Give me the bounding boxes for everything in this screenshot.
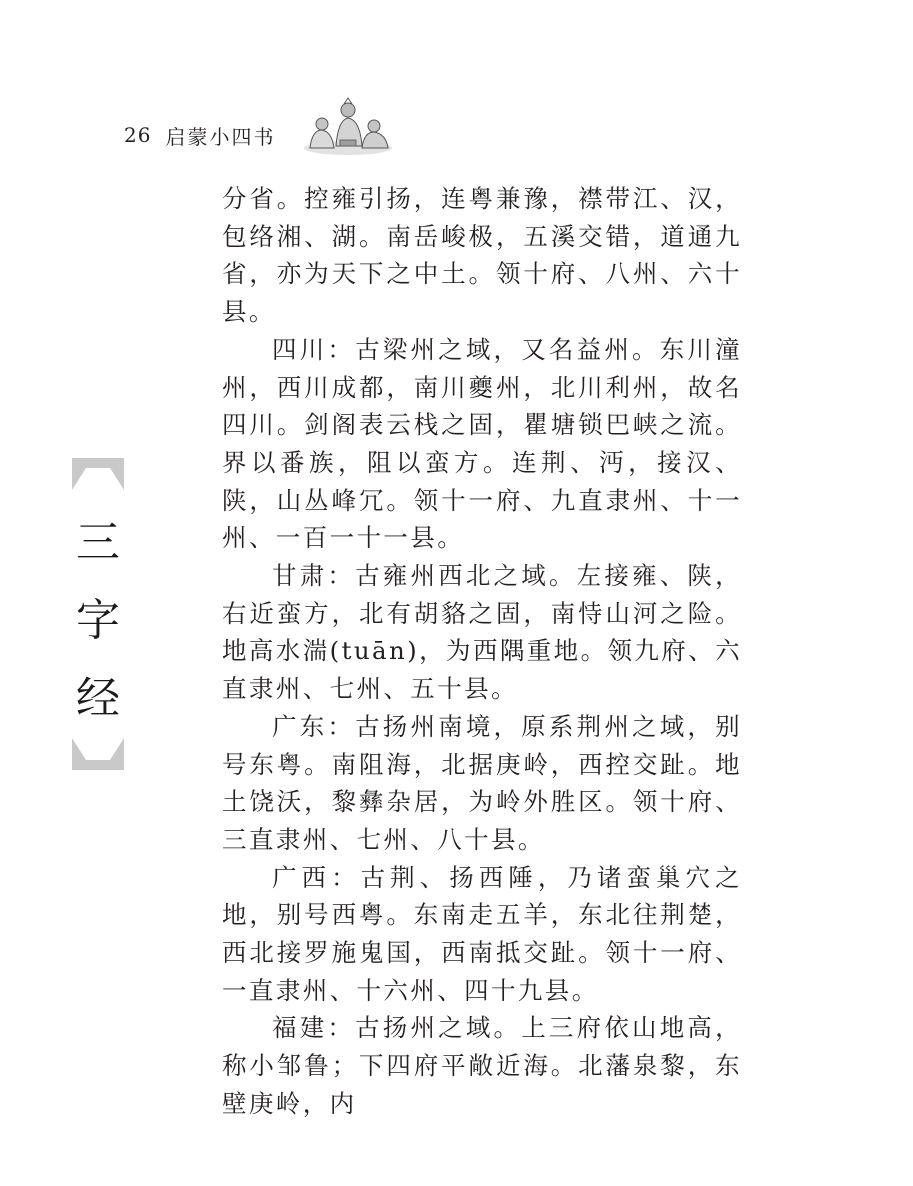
tab-bracket-corner — [110, 738, 124, 760]
section-title-char: 三 — [76, 517, 120, 568]
tab-bottom-bar — [72, 760, 124, 770]
body-text — [222, 180, 742, 1123]
paragraph-fujian: 福建：古扬州之域。上三府依山地高，称小邹鲁；下四府平敞近海。北藩泉黎，东壁庚岭，内 — [222, 1013, 742, 1118]
paragraph-sichuan: 四川：古梁州之域，又名益州。东川潼州，西川成都，南川夔州，北川利州，故名四川。剑阁表云栈之固，瞿塘锁巴峡之流。界以番族，阻以蛮方。连荆、沔，接汉、陕，山丛峰冗。领十一府、九直隶州、十一州、一百一十一县。 — [222, 334, 742, 553]
section-title-char: 字 — [76, 595, 120, 646]
section-title-char: 经 — [76, 673, 120, 724]
tab-bracket-corner — [110, 468, 124, 490]
paragraph-guangxi: 广西：古荆、扬西陲，乃诸蛮巢穴之地，别号西粤。东南走五羊，东北往荆楚，西北接罗施鬼国，西南抵交趾。领十一府、一直隶州、十六州、四十九县。 — [222, 862, 742, 1005]
tab-bracket-corner — [72, 468, 86, 490]
tab-top-bar — [72, 458, 124, 468]
paragraph-continuation: 分省。控雍引扬，连粤兼豫，襟带江、汉，包络湘、湖。南岳峻极，五溪交错，道通九省，亦为天下之中土。领十府、八州、六十县。 — [222, 184, 742, 327]
book-title: 启蒙小四书 — [165, 124, 276, 149]
tab-bracket-corner — [72, 738, 86, 760]
paragraph-guangdong: 广东：古扬州南境，原系荆州之域，别号东粤。南阻海，北据庚岭，西控交趾。地土饶沃，黎彝杂居，为岭外胜区。领十府、三直隶州、七州、八十县。 — [222, 711, 742, 854]
section-title-text — [72, 504, 124, 738]
section-side-tab — [72, 458, 124, 770]
page-number: 26 — [124, 123, 152, 147]
scholars-illustration-icon — [300, 96, 396, 158]
paragraph-gansu: 甘肃：古雍州西北之域。左接雍、陕，右近蛮方，北有胡貉之固，南恃山河之险。地高水湍(tuān)，为西隅重地。领九府、六直隶州、七州、五十县。 — [222, 561, 742, 704]
section-title-vertical — [72, 504, 124, 738]
page-header — [124, 118, 275, 152]
